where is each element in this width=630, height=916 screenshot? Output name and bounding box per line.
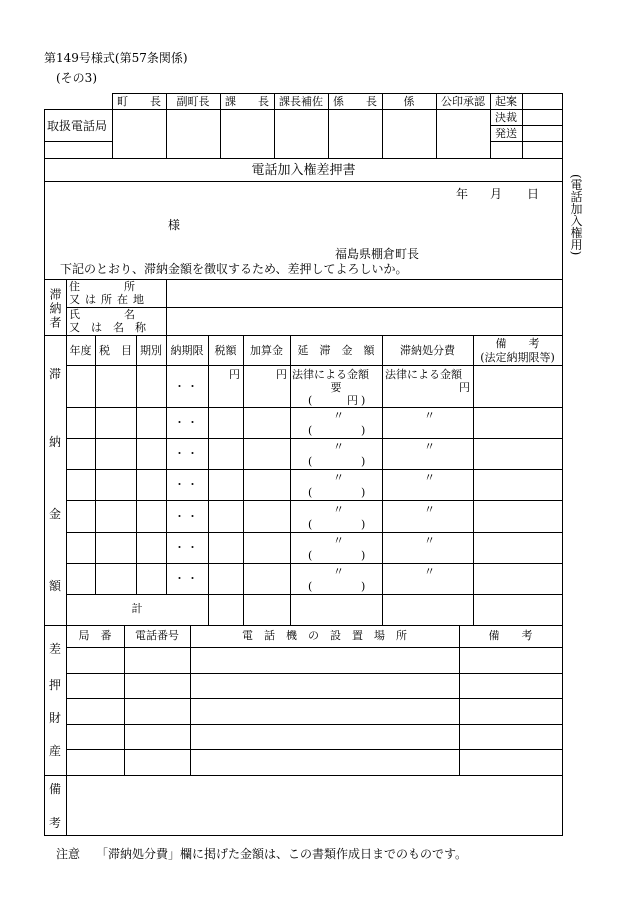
document-title: 電話加入権差押書	[251, 163, 356, 178]
date-month: 月	[490, 187, 503, 201]
form-sub-number: (その3)	[56, 71, 97, 85]
date-day: 日	[527, 187, 540, 201]
paren-open: (	[308, 394, 313, 407]
unit-yen-paren: 円	[347, 394, 358, 407]
footer-label: 注意	[56, 847, 81, 861]
total-label: 計	[131, 602, 143, 615]
role-town-mayor: 町 長	[117, 95, 161, 108]
ditto-mark: 〃	[424, 440, 435, 453]
unit-yen-additional: 円	[276, 368, 287, 381]
issuer: 福島県棚倉町長	[335, 247, 420, 261]
ditto-mark: 〃	[333, 565, 344, 578]
col-delinquency-charge: 延 滞 金 額	[297, 344, 375, 357]
paren-close: )	[361, 580, 366, 593]
paren-close: )	[361, 518, 366, 531]
paren-open: (	[308, 549, 313, 562]
col-area-code: 局 番	[78, 629, 112, 642]
ditto-mark: 〃	[333, 440, 344, 453]
unit-yen-disposition: 円	[459, 381, 470, 394]
name-label-2: 又 は 名 称	[69, 321, 146, 334]
date-dots: ・・	[174, 572, 200, 585]
side-note: (電話加入権用)	[569, 174, 583, 256]
arrears-label-1: 滞	[48, 367, 61, 381]
legal-amount-text: 法律による金額	[385, 368, 462, 381]
date-dots: ・・	[174, 478, 200, 491]
col-additional: 加算金	[250, 344, 283, 357]
intro-text: 下記のとおり、滞納金額を徴収するため、差押してよろしいか。	[60, 262, 408, 276]
required-text: 要	[330, 381, 342, 394]
date-year: 年	[456, 187, 469, 201]
paren-open: (	[308, 518, 313, 531]
paren-open: (	[308, 424, 313, 437]
paren-close: )	[361, 455, 366, 468]
col-phone-number: 電話番号	[135, 629, 179, 642]
date-dots: ・・	[174, 541, 200, 554]
paren-open: (	[308, 486, 313, 499]
ditto-mark: 〃	[424, 471, 435, 484]
col-install-location: 電 話 機 の 設 置 場 所	[242, 629, 407, 642]
ditto-mark: 〃	[333, 534, 344, 547]
address-label-2: 又は所在地	[69, 293, 149, 306]
stage-dispatch: 発送	[495, 127, 517, 140]
date-dots: ・・	[174, 416, 200, 429]
role-section-chief: 課 長	[225, 95, 269, 108]
seized-label-1: 差	[48, 642, 61, 656]
legal-amount-text: 法律による金額	[292, 368, 369, 381]
stage-draft: 起案	[495, 95, 517, 108]
form-number: 第149号様式(第57条関係)	[44, 51, 188, 65]
role-assistant-chief: 課長補佐	[279, 95, 323, 108]
ditto-mark: 〃	[424, 534, 435, 547]
date-dots: ・・	[174, 380, 200, 393]
arrears-label-4: 額	[48, 579, 61, 593]
arrears-label-2: 納	[48, 435, 61, 449]
paren-open: (	[308, 455, 313, 468]
col-seized-remarks: 備 考	[488, 629, 533, 642]
seized-label-2: 押	[48, 678, 61, 692]
col-term: 期別	[140, 344, 162, 357]
ditto-mark: 〃	[333, 503, 344, 516]
col-remarks: 備 考	[495, 337, 540, 350]
col-due-date: 納期限	[170, 344, 204, 357]
ditto-mark: 〃	[333, 471, 344, 484]
paren-open: (	[308, 580, 313, 593]
col-fiscal-year: 年度	[69, 344, 92, 357]
address-label-1: 住 所	[69, 280, 135, 293]
ditto-mark: 〃	[424, 565, 435, 578]
col-tax-item: 税 目	[99, 344, 132, 357]
ditto-mark: 〃	[424, 409, 435, 422]
ditto-mark: 〃	[333, 409, 344, 422]
ditto-mark: 〃	[424, 503, 435, 516]
addressee-suffix: 様	[168, 218, 181, 232]
role-unit-chief: 係 長	[333, 95, 377, 108]
remarks-label-1: 備	[48, 782, 61, 796]
stage-decision: 決裁	[495, 111, 517, 124]
col-remarks-sub: (法定納期限等)	[480, 351, 555, 364]
role-seal-approval: 公印承認	[441, 95, 485, 108]
name-label-1: 氏 名	[69, 308, 135, 321]
date-dots: ・・	[174, 447, 200, 460]
footer-note: 「滞納処分費」欄に掲げた金額は、この書類作成日までのものです。	[96, 847, 468, 861]
col-tax-amount: 税額	[214, 344, 237, 357]
date-dots: ・・	[174, 510, 200, 523]
paren-close: )	[361, 486, 366, 499]
col-disposition-cost: 滞納処分費	[400, 344, 455, 357]
arrears-label-3: 金	[48, 507, 61, 521]
role-deputy-mayor: 副町長	[176, 95, 210, 108]
seized-label-3: 財	[48, 711, 61, 725]
paren-close: )	[361, 424, 366, 437]
taxpayer-label: 滞納者	[48, 288, 62, 330]
paren-close: )	[361, 394, 366, 407]
paren-close: )	[361, 549, 366, 562]
role-staff: 係	[403, 95, 415, 108]
remarks-label-2: 考	[48, 816, 61, 830]
seized-label-4: 産	[48, 744, 61, 758]
unit-yen-tax: 円	[229, 368, 240, 381]
office-label: 取扱電話局	[47, 119, 108, 133]
